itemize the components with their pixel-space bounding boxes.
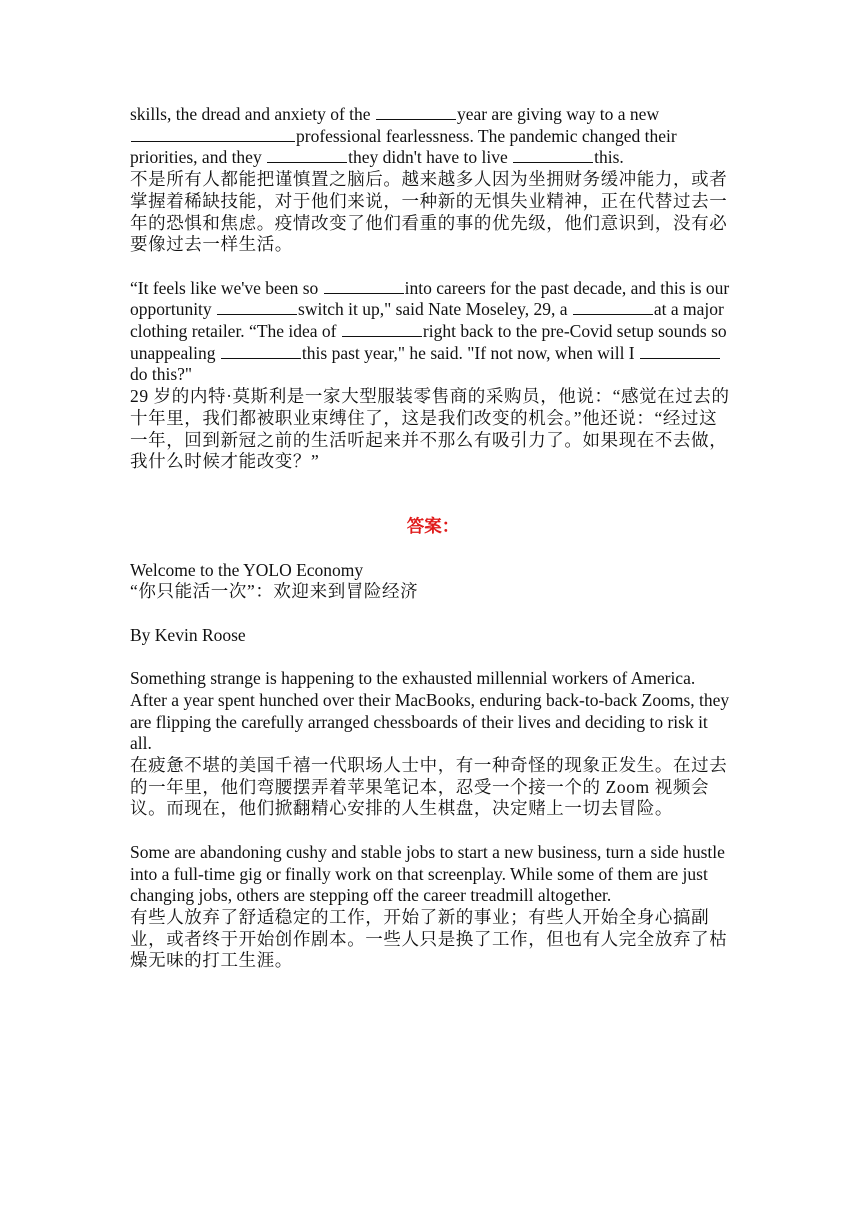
fill-in-blank[interactable] (131, 126, 295, 142)
fill-in-blank[interactable] (640, 343, 720, 359)
answer-paragraph1-chinese: 在疲惫不堪的美国千禧一代职场人士中，有一种奇怪的现象正发生。在过去的一年里，他们弯腰摆弄着苹果笔记本，忍受一个接一个的 Zoom 视频会议。而现在，他们掀翻精心安排的人生棋盘，决定赌上一切去冒险。 (130, 755, 728, 819)
fill-in-blank[interactable] (376, 104, 456, 120)
paragraph-gap (130, 603, 730, 625)
answer-heading: 答案： (406, 516, 460, 537)
paragraph-gap (130, 473, 730, 495)
document-page (130, 104, 730, 972)
article-title-chinese: “你只能活一次”：欢迎来到冒险经济 (130, 581, 419, 602)
paragraph-gap (130, 256, 730, 278)
text-segment: do this?" (130, 364, 193, 385)
text-segment: skills, the dread and anxiety of the (130, 104, 375, 124)
text-segment: they didn't have to live (348, 147, 513, 168)
text-segment: this past year," he said. "If not now, when will I (301, 342, 640, 363)
paragraph-gap (130, 647, 730, 669)
answer-paragraph2-chinese: 有些人放弃了舒适稳定的工作，开始了新的事业；有些人开始全身心搞副业，或者终于开始创作剧本。一些人只是换了工作，但也有人完全放弃了枯燥无味的打工生涯。 (130, 906, 728, 971)
text-segment: at a major clothing retailer. “The idea of (130, 299, 724, 342)
paragraph-gap (130, 495, 730, 517)
text-segment: professional fearlessness. The pandemic changed their priorities, and they (130, 125, 677, 168)
answer-paragraph2-english: Some are abandoning cushy and stable jobs to start a new business, turn a side hustle into a full-time gig or finally work on that screenplay. While some of them are just changing jobs, others are stepping off the career treadmill altogether. (130, 841, 725, 906)
fill-in-blank[interactable] (221, 343, 301, 359)
passage1-chinese: 不是所有人都能把谨慎置之脑后。越来越多人因为坐拥财务缓冲能力，或者掌握着稀缺技能，对于他们来说，一种新的无惧失业精神，正在代替过去一年的恐惧和焦虑。疫情改变了他们看重的事的优先级，他们意识到，没有必要像过去一样生活。 (130, 169, 728, 255)
passage2-english (130, 278, 730, 387)
fill-in-blank[interactable] (267, 147, 347, 163)
fill-in-blank[interactable] (217, 299, 297, 315)
article-title-english: Welcome to the YOLO Economy (130, 559, 364, 580)
fill-in-blank[interactable] (513, 147, 593, 163)
paragraph-gap (130, 820, 730, 842)
text-segment: “It feels like we've been so (130, 277, 323, 298)
fill-in-blank[interactable] (573, 299, 653, 315)
passage1-english (130, 104, 730, 169)
text-segment: switch it up," said Nate Moseley, 29, a (298, 299, 572, 320)
paragraph-gap (130, 538, 730, 560)
answer-paragraph1-english: Something strange is happening to the exhausted millennial workers of America. After a year spent hunched over their MacBooks, enduring back-to-back Zooms, they are flipping the carefully arranged chessboards of their lives and deciding to risk it all. (130, 668, 730, 754)
passage2-chinese: 29 岁的内特·莫斯利是一家大型服装零售商的采购员，他说：“感觉在过去的十年里，我们都被职业束缚住了，这是我们改变的机会。”他还说：“经过这一年，回到新冠之前的生活听起来并不那么有吸引力了。如果现在不去做，我什么时候才能改变？” (130, 386, 730, 472)
byline: By Kevin Roose (130, 624, 246, 645)
text-segment: year are giving way to a new (456, 104, 660, 124)
text-segment: into careers for the past decade, and this is our opportunity (130, 277, 730, 320)
fill-in-blank[interactable] (324, 278, 404, 294)
text-segment: this. (594, 147, 624, 168)
text-segment: right back to the pre-Covid setup sounds so unappealing (130, 321, 727, 363)
fill-in-blank[interactable] (342, 321, 422, 337)
